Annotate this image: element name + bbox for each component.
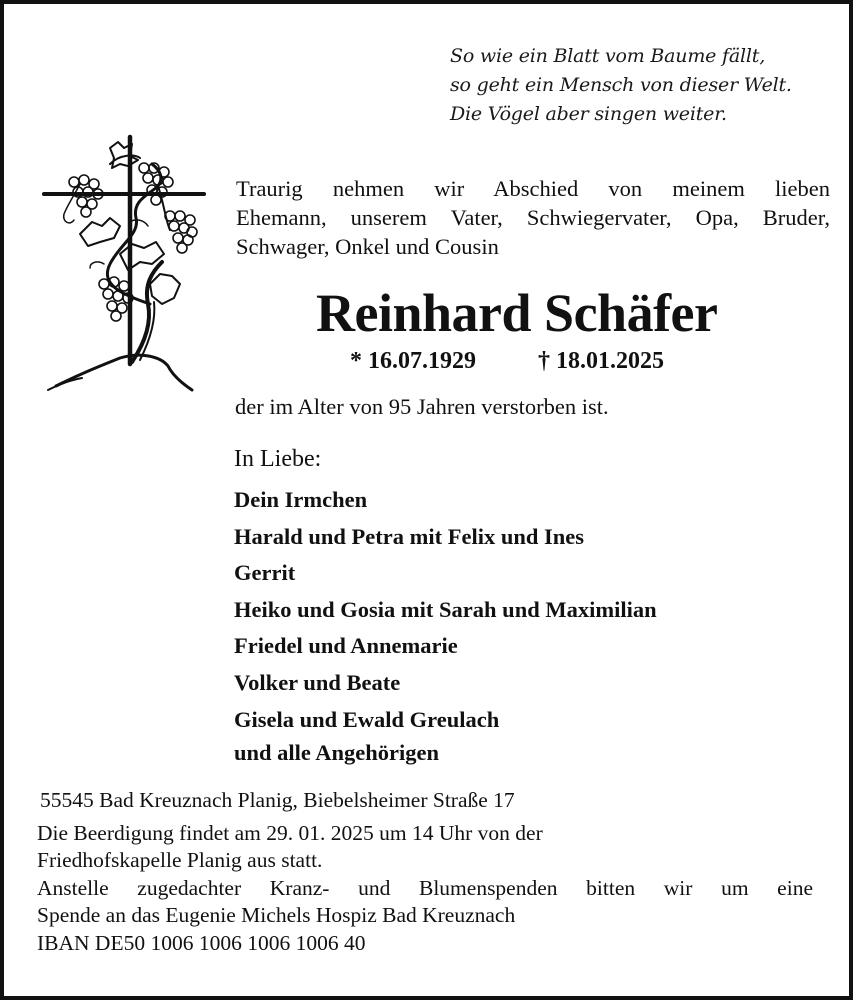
cross-with-grapevine-icon (40, 134, 220, 399)
funeral-line: Friedhofskapelle Planig aus statt. (37, 848, 323, 872)
mourner-name: Friedel und Annemarie (234, 633, 458, 659)
mourner-name: Dein Irmchen (234, 487, 368, 512)
mourner-name: Volker und Beate (234, 669, 401, 695)
intro-line: Schwager, Onkel und Cousin (236, 234, 499, 259)
donation-line: Anstelle zugedachter Kranz- und Blumenspenden bitten wir um eine (37, 875, 813, 900)
mourner-name: Gisela und Ewald Greulach (234, 706, 500, 732)
mourners-heading: In Liebe: (234, 446, 322, 472)
mourner-name: und alle Angehörigen (234, 740, 440, 766)
donation-line: Spende an das Eugenie Michels Hospiz Bad Kreuznach (37, 903, 516, 927)
footer-info (37, 787, 813, 957)
funeral-line: Die Beerdigung findet am 29. 01. 2025 um 14 Uhr von der (37, 820, 543, 845)
mourner-name: Heiko und Gosia mit Sarah und Maximilian (234, 596, 657, 622)
intro-text (236, 174, 830, 261)
intro-line: Traurig nehmen wir Abschied von meinem lieben (236, 176, 830, 201)
death-date: † 18.01.2025 (538, 348, 664, 374)
poem-line: Die Vögel aber singen weiter. (450, 103, 727, 125)
iban: IBAN DE50 1006 1006 1006 1006 40 (37, 930, 366, 955)
poem-line: So wie ein Blatt vom Baume fällt, (450, 45, 766, 67)
birth-date: * 16.07.1929 (350, 348, 476, 374)
address: 55545 Bad Kreuznach Planig, Biebelsheimer Straße 17 (40, 788, 515, 812)
poem-line: so geht ein Mensch von dieser Welt. (450, 74, 792, 96)
deceased-name: Reinhard Schäfer (316, 283, 718, 343)
intro-line: Ehemann, unserem Vater, Schwiegervater, Opa, Bruder, (236, 205, 830, 230)
mourner-name: Harald und Petra mit Felix und Ines (234, 523, 585, 549)
poem (450, 42, 830, 129)
mourner-name: Gerrit (234, 560, 296, 586)
age-text: der im Alter von 95 Jahren verstorben ist. (235, 394, 609, 419)
mourners-list (234, 482, 657, 767)
